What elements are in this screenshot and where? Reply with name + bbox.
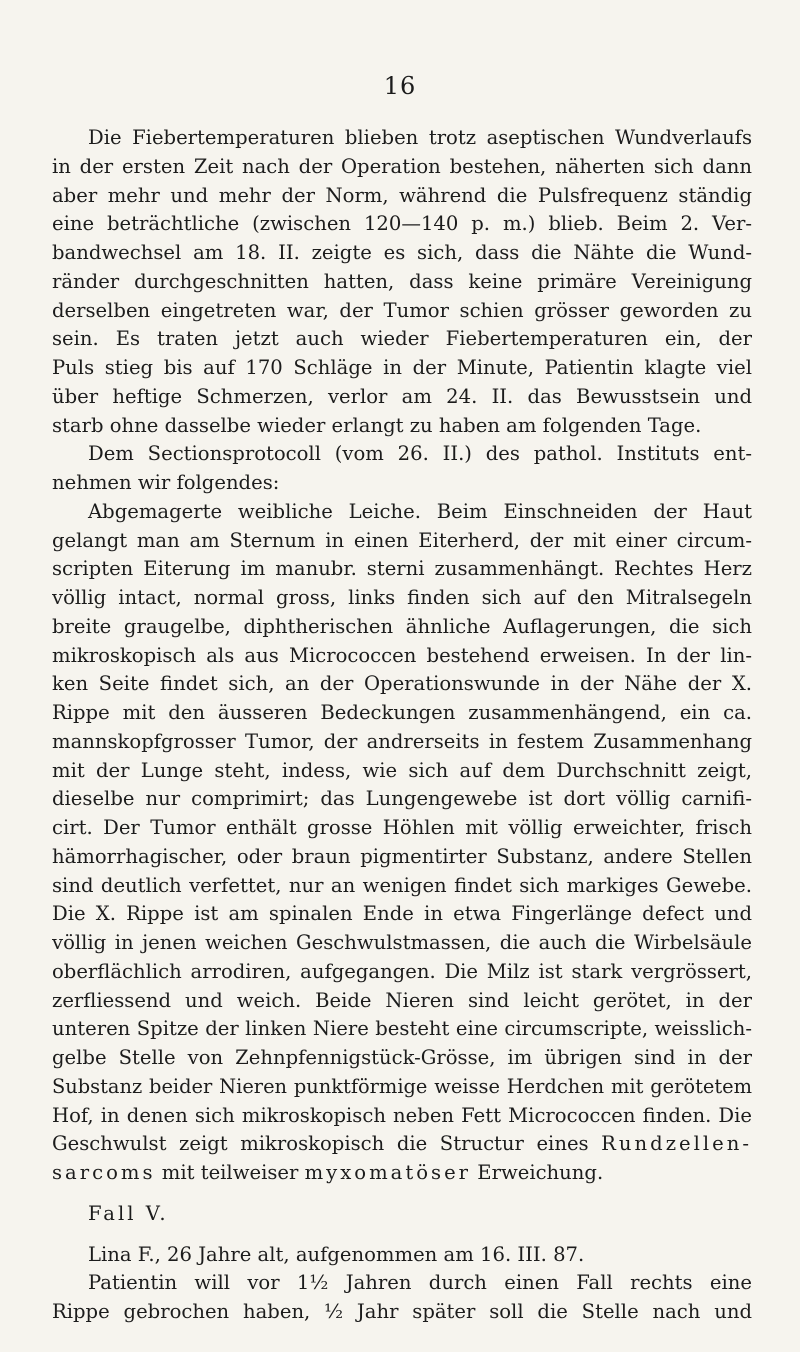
text-span: Erweichung. — [477, 1161, 604, 1184]
text-line: mannskopfgrosser Tumor, der andrerseits in festem Zusammenhang — [52, 729, 752, 753]
page-number: 16 — [383, 72, 417, 100]
text-line: gelbe Stelle von Zehnpfennigstück-Grösse, im übrigen sind in der — [52, 1046, 752, 1069]
body-text — [52, 124, 752, 1327]
text-line-mixed — [52, 1130, 752, 1159]
spaced-term: Rundzellen- — [601, 1132, 752, 1156]
text-line: in der ersten Zeit nach der Operation bestehen, näherten sich dann — [52, 154, 752, 178]
text-line: sein. Es traten jetzt auch wieder Fiebertemperaturen ein, der — [52, 327, 752, 351]
text-line: ken Seite findet sich, an der Operationswunde in der Nähe der X. — [52, 672, 752, 696]
section-gap — [52, 1188, 752, 1200]
text-line: scripten Eiterung im manubr. sterni zusammenhängt. Rechtes Herz — [52, 557, 752, 581]
text-span: mit teilweiser — [161, 1161, 299, 1184]
text-line: derselben eingetreten war, der Tumor schien grösser geworden zu — [52, 298, 752, 322]
text-line: zerfliessend und weich. Beide Nieren sind leicht gerötet, in der — [52, 988, 752, 1012]
text-line: hämorrhagischer, oder braun pigmentirter Substanz, andere Stellen — [52, 844, 752, 868]
text-line-mixed — [52, 1159, 752, 1188]
text-line: ränder durchgeschnitten hatten, dass keine primäre Vereinigung — [52, 269, 752, 293]
text-line: Rippe gebrochen haben, ½ Jahr später soll die Stelle nach und — [52, 1300, 752, 1323]
text-line: cirt. Der Tumor enthält grosse Höhlen mit völlig erweichter, frisch — [52, 816, 752, 839]
text-line: unteren Spitze der linken Niere besteht eine circumscripte, weisslich- — [52, 1017, 752, 1041]
text-line: sind deutlich verfettet, nur an wenigen findet sich markiges Gewebe. — [52, 873, 752, 897]
text-line: Rippe mit den äusseren Bedeckungen zusammenhängend, ein ca. — [52, 701, 752, 724]
text-line: nehmen wir folgendes: — [52, 471, 280, 494]
text-line: Die X. Rippe ist am spinalen Ende in etwa Fingerlänge defect und — [52, 902, 752, 926]
text-line: über heftige Schmerzen, verlor am 24. II. das Bewusstsein und — [52, 384, 752, 408]
text-line: eine beträchtliche (zwischen 120—140 p. m.) blieb. Beim 2. Ver- — [52, 212, 752, 236]
text-line: Abgemagerte weibliche Leiche. Beim Einschneiden der Haut — [88, 499, 752, 523]
text-line: völlig intact, normal gross, links finden sich auf den Mitralsegeln — [52, 586, 752, 609]
text-line: gelangt man am Sternum in einen Eiterherd, der mit einer circum- — [52, 528, 752, 552]
text-line: völlig in jenen weichen Geschwulstmassen, die auch die Wirbelsäule — [52, 931, 752, 954]
text-line: Dem Sectionsprotocoll (vom 26. II.) des pathol. Instituts ent- — [88, 442, 752, 466]
text-line: Substanz beider Nieren punktförmige weisse Herdchen mit gerötetem — [52, 1074, 752, 1098]
text-line: breite graugelbe, diphtherischen ähnliche Auflagerungen, die sich — [52, 614, 752, 638]
text-line: dieselbe nur comprimirt; das Lungengewebe ist dort völlig carnifi- — [52, 787, 752, 811]
spaced-term: myxomatöser — [304, 1161, 472, 1184]
text-line: Lina F., 26 Jahre alt, aufgenommen am 16. III. 87. — [88, 1242, 585, 1266]
text-line: aber mehr und mehr der Norm, während die Pulsfrequenz ständig — [52, 183, 752, 207]
section-gap — [52, 1229, 752, 1241]
text-line: starb ohne dasselbe wieder erlangt zu haben am folgenden Tage. — [52, 413, 702, 437]
text-line: Die Fiebertemperaturen blieben trotz aseptischen Wundverlaufs — [88, 126, 752, 149]
text-line: mit der Lunge steht, indess, wie sich auf dem Durchschnitt zeigt, — [52, 758, 752, 782]
text-line: Hof, in denen sich mikroskopisch neben Fett Micrococcen finden. Die — [52, 1103, 752, 1127]
text-line: mikroskopisch als aus Micrococcen bestehend erweisen. In der lin- — [52, 643, 752, 667]
spaced-term: sarcoms — [52, 1161, 156, 1184]
text-line: bandwechsel am 18. II. zeigte es sich, dass die Nähte die Wund- — [52, 241, 752, 264]
text-span: Geschwulst zeigt mikroskopisch die Structur eines — [52, 1132, 589, 1156]
text-line: Puls stieg bis auf 170 Schläge in der Minute, Patientin klagte viel — [52, 356, 752, 379]
text-line: oberflächlich arrodiren, aufgegangen. Die Milz ist stark vergrössert, — [52, 959, 752, 983]
case-heading: Fall V. — [88, 1201, 169, 1225]
text-line: Patientin will vor 1½ Jahren durch einen Fall rechts eine — [88, 1271, 752, 1295]
